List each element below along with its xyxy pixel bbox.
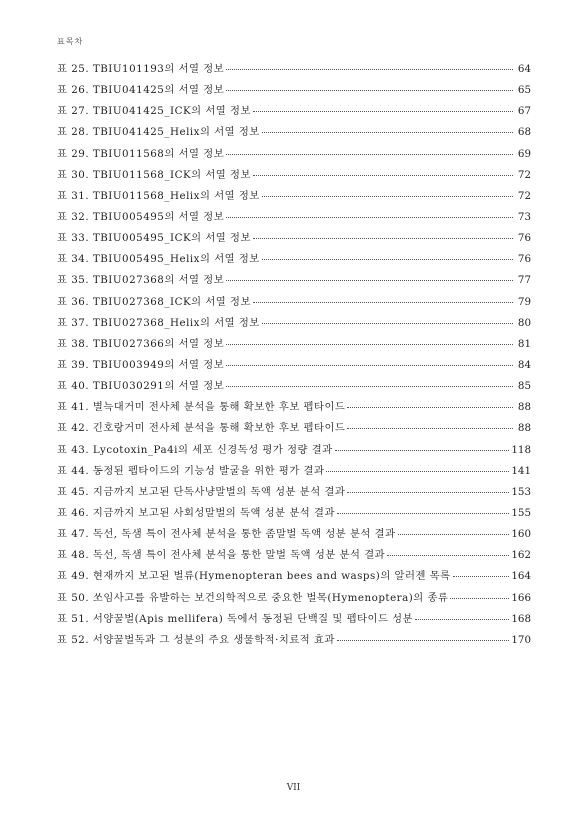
toc-entry-page-number: 77 [517,274,531,287]
dot-leader [253,111,513,112]
dot-leader [226,90,513,91]
toc-entry-label: 표 50. 쏘임사고를 유발하는 보건의학적으로 중요한 벌목(Hymenoptera)의 종류 [57,591,449,604]
toc-entry-page-number: 164 [511,570,531,583]
toc-entry[interactable] [57,589,531,610]
dot-leader [347,428,513,429]
toc-entry[interactable] [57,145,531,166]
toc-entry-page-number: 166 [511,591,531,604]
dot-leader [226,69,513,70]
toc-entry-page-number: 88 [517,422,531,435]
dot-leader [398,534,510,535]
toc-entry[interactable] [57,419,531,440]
dot-leader [226,365,513,366]
toc-entry[interactable] [57,271,531,292]
dot-leader [226,154,513,155]
toc-entry[interactable] [57,631,531,652]
page-number: VII [286,783,301,793]
toc-entry-label: 표 40. TBIU030291의 서열 정보 [57,380,225,393]
toc-entry[interactable] [57,81,531,102]
dot-leader [262,132,513,133]
dot-leader [337,513,509,514]
toc-entry-label: 표 35. TBIU027368의 서열 정보 [57,274,225,287]
toc-entry-label: 표 49. 현재까지 보고된 벌류(Hymenopteran bees and wasps)의 알러젠 목록 [57,570,451,583]
dot-leader [337,640,509,641]
dot-leader [253,238,513,239]
toc-entry-page-number: 76 [517,253,531,266]
toc-entry-label: 표 33. TBIU005495_ICK의 서열 정보 [57,232,251,245]
toc-entry[interactable] [57,293,531,314]
toc-entry[interactable] [57,208,531,229]
dot-leader [450,598,509,599]
dot-leader [226,344,513,345]
toc-entry-label: 표 36. TBIU027368_ICK의 서열 정보 [57,295,251,308]
toc-entry[interactable] [57,102,531,123]
toc-entry[interactable] [57,60,531,81]
toc-entry[interactable] [57,377,531,398]
toc-entry-page-number: 72 [517,168,531,181]
toc-entry-label: 표 26. TBIU041425의 서열 정보 [57,84,225,97]
toc-entry-label: 표 43. Lycotoxin_Pa4i의 세포 신경독성 평가 정량 결과 [57,443,333,456]
toc-entry[interactable] [57,398,531,419]
toc-entry-label: 표 52. 서양꿀벌독과 그 성분의 주요 생물학적·치료적 효과 [57,633,335,646]
toc-entry[interactable] [57,546,531,567]
toc-entry[interactable] [57,187,531,208]
toc-entry-page-number: 162 [511,549,531,562]
toc-entry[interactable] [57,504,531,525]
toc-entry-label: 표 28. TBIU041425_Helix의 서열 정보 [57,126,260,139]
toc-entry-label: 표 42. 긴호랑거미 전사체 분석을 통해 확보한 후보 펩타이드 [57,422,346,435]
toc-entry-label: 표 31. TBIU011568_Helix의 서열 정보 [57,189,260,202]
toc-entry-label: 표 39. TBIU003949의 서열 정보 [57,358,225,371]
dot-leader [226,217,513,218]
toc-entry-label: 표 25. TBIU101193의 서열 정보 [57,63,225,75]
dot-leader [262,196,513,197]
toc-entry[interactable] [57,314,531,335]
toc-entry-page-number: 64 [517,63,531,75]
toc-entry-label: 표 30. TBIU011568_ICK의 서열 정보 [57,168,251,181]
toc-entry-page-number: 69 [517,147,531,160]
toc-entry-label: 표 45. 지금까지 보고된 단독사냥말벌의 독액 성분 분석 결과 [57,485,346,498]
toc-entry[interactable] [57,610,531,631]
toc-entry-label: 표 32. TBIU005495의 서열 정보 [57,210,225,223]
toc-entry-label: 표 41. 별늑대거미 전사체 분석을 통해 확보한 후보 펩타이드 [57,401,346,414]
dot-leader [262,259,513,260]
toc-entry-page-number: 85 [517,380,531,393]
dot-leader [335,450,510,451]
table-of-tables-list [57,60,531,652]
dot-leader [387,555,509,556]
running-head: 표목차 [57,37,84,46]
toc-entry-label: 표 51. 서양꿀벌(Apis mellifera) 독에서 동정된 단백질 및 펩타이드 성분 [57,612,414,625]
toc-entry-page-number: 81 [517,337,531,350]
toc-entry[interactable] [57,441,531,462]
toc-entry-label: 표 48. 독선, 독샘 특이 전사체 분석을 통한 말벌 독액 성분 분석 결과 [57,549,386,562]
dot-leader [415,619,509,620]
toc-entry-label: 표 46. 지금까지 보고된 사회성말벌의 독액 성분 분석 결과 [57,506,335,519]
dot-leader [453,576,510,577]
toc-entry-page-number: 76 [517,232,531,245]
dot-leader [226,280,513,281]
toc-entry-label: 표 37. TBIU027368_Helix의 서열 정보 [57,316,260,329]
toc-entry-page-number: 88 [517,401,531,414]
toc-entry[interactable] [57,229,531,250]
toc-entry-page-number: 118 [511,443,531,456]
toc-entry[interactable] [57,123,531,144]
dot-leader [326,471,509,472]
toc-entry[interactable] [57,567,531,588]
toc-entry-page-number: 170 [511,633,531,646]
toc-entry-page-number: 79 [517,295,531,308]
toc-entry-label: 표 34. TBIU005495_Helix의 서열 정보 [57,253,260,266]
dot-leader [253,302,513,303]
toc-entry-page-number: 80 [517,316,531,329]
dot-leader [347,492,509,493]
dot-leader [262,323,513,324]
dot-leader [226,386,513,387]
toc-entry-label: 표 29. TBIU011568의 서열 정보 [57,147,225,160]
toc-entry-label: 표 44. 동정된 펩타이드의 기능성 발굴을 위한 평가 결과 [57,464,325,477]
toc-entry[interactable] [57,335,531,356]
toc-entry-page-number: 65 [517,84,531,97]
toc-entry-label: 표 47. 독선, 독샘 특이 전사체 분석을 통한 좀말벌 독액 성분 분석 결과 [57,528,396,541]
toc-entry-page-number: 72 [517,189,531,202]
toc-entry-page-number: 155 [511,506,531,519]
toc-entry-page-number: 168 [511,612,531,625]
toc-entry-page-number: 68 [517,126,531,139]
toc-entry-page-number: 73 [517,210,531,223]
toc-entry-page-number: 141 [511,464,531,477]
toc-entry[interactable] [57,483,531,504]
dot-leader [347,407,513,408]
toc-entry[interactable] [57,356,531,377]
toc-entry-page-number: 84 [517,358,531,371]
toc-entry-label: 표 27. TBIU041425_ICK의 서열 정보 [57,105,251,118]
toc-entry[interactable] [57,462,531,483]
toc-entry-label: 표 38. TBIU027366의 서열 정보 [57,337,225,350]
toc-entry-page-number: 160 [511,528,531,541]
dot-leader [253,175,513,176]
toc-entry[interactable] [57,525,531,546]
toc-entry-page-number: 67 [517,105,531,118]
toc-entry-page-number: 153 [511,485,531,498]
toc-entry[interactable] [57,250,531,271]
toc-entry[interactable] [57,166,531,187]
